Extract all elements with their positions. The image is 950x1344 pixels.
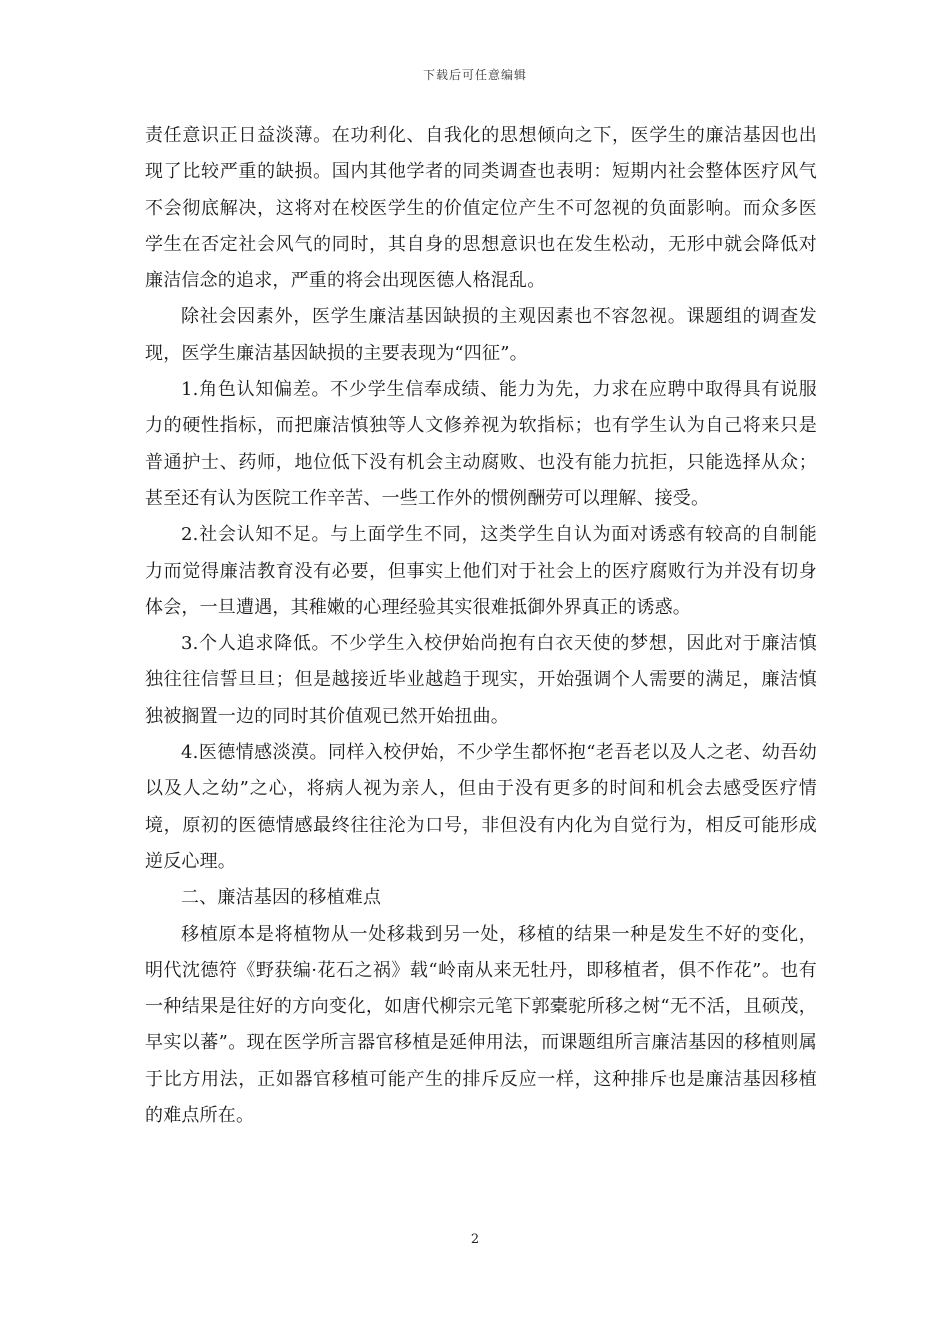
document-body xyxy=(145,118,817,1134)
page-header: 下载后可任意编辑 xyxy=(422,68,527,82)
body-paragraph: 移植原本是将植物从一处移栽到另一处，移植的结果一种是发生不好的变化，明代沈德符《野获编·花石之祸》载“岭南从来无牡丹，即移植者，俱不作花”。也有一种结果是往好的方向变化，如唐代柳宗元笔下郭橐驼所移之树“无不活，且硕茂，早实以蕃”。现在医学所言器官移植是延伸用法，而课题组所言廉洁基因的移植则属于比方用法，正如器官移植可能产生的排斥反应一样，这种排斥也是廉洁基因移植的难点所在。 xyxy=(145,923,817,1127)
body-paragraph: 责任意识正日益淡薄。在功利化、自我化的思想倾向之下，医学生的廉洁基因也出现了比较严重的缺损。国内其他学者的同类调查也表明：短期内社会整体医疗风气不会彻底解决，这将对在校医学生的价值定位产生不可忽视的负面影响。而众多医学生在否定社会风气的同时，其自身的思想意识也在发生松动，无形中就会降低对廉洁信念的追求，严重的将会出现医德人格混乱。 xyxy=(145,125,817,292)
list-item-paragraph: 2.社会认知不足。与上面学生不同，这类学生自认为面对诱惑有较高的自制能力而觉得廉洁教育没有必要，但事实上他们对于社会上的医疗腐败行为并没有切身体会，一旦遭遇，其稚嫩的心理经验其实很难抵御外界真正的诱惑。 xyxy=(145,524,817,618)
list-item-paragraph: 3.个人追求降低。不少学生入校伊始尚抱有白衣天使的梦想，因此对于廉洁慎独往往信誓旦旦；但是越接近毕业越趋于现实，开始强调个人需要的满足，廉洁慎独被搁置一边的同时其价值观已然开始扭曲。 xyxy=(145,633,817,727)
list-item-paragraph: 4.医德情感淡漠。同样入校伊始，不少学生都怀抱“老吾老以及人之老、幼吾幼以及人之幼”之心，将病人视为亲人，但由于没有更多的时间和机会去感受医疗情境，原初的医德情感最终往往沦为口号，非但没有内化为自觉行为，相反可能形成逆反心理。 xyxy=(145,742,817,872)
page-number: 2 xyxy=(470,1232,480,1247)
body-paragraph: 除社会因素外，医学生廉洁基因缺损的主观因素也不容忽视。课题组的调查发现，医学生廉洁基因缺损的主要表现为“四征”。 xyxy=(145,306,817,364)
list-item-paragraph: 1.角色认知偏差。不少学生信奉成绩、能力为先，力求在应聘中取得具有说服力的硬性指标，而把廉洁慎独等人文修养视为软指标；也有学生认为自己将来只是普通护士、药师，地位低下没有机会主动腐败、也没有能力抗拒，只能选择从众；甚至还有认为医院工作辛苦、一些工作外的惯例酬劳可以理解、接受。 xyxy=(145,379,817,509)
section-heading: 二、廉洁基因的移植难点 xyxy=(181,887,382,909)
